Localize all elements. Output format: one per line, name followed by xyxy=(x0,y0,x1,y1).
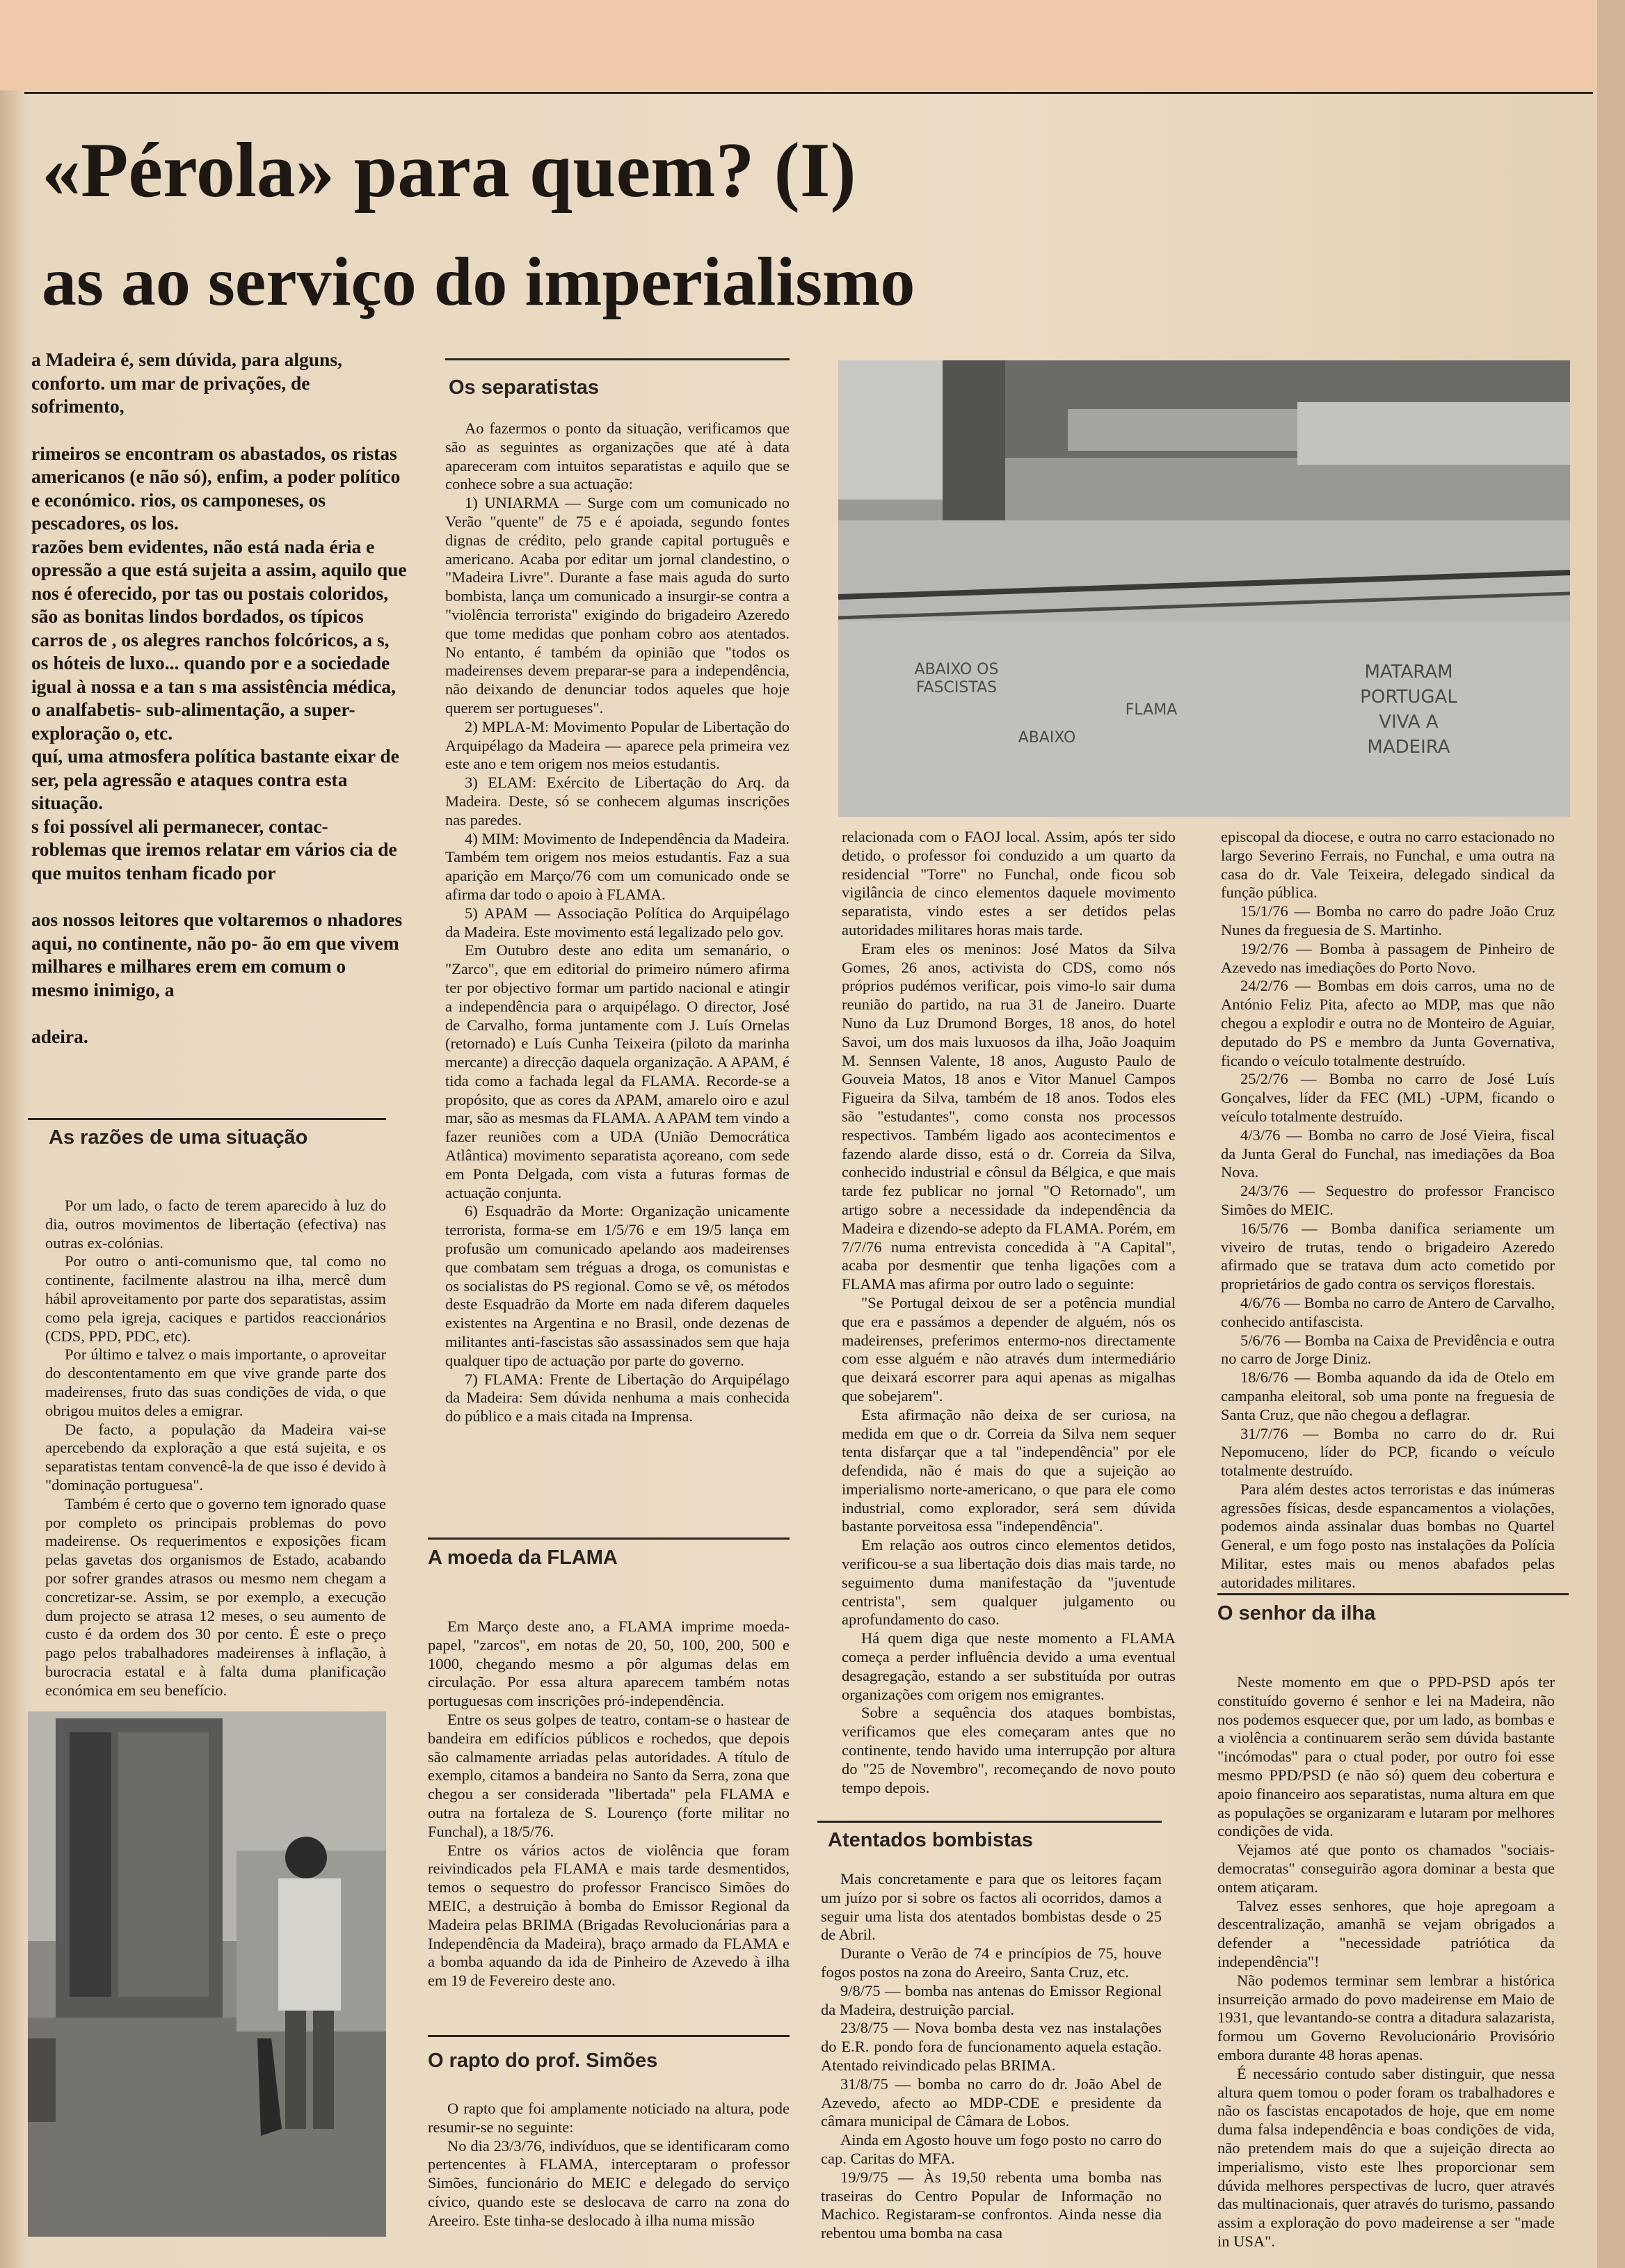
paragraph: Esta afirmação não deixa de ser curiosa, na medida em que o dr. Correia da Silva nem sequer tenta disfarçar que a tal "independência" por ele defendida, não é mais do que a sujeição ao imperialismo norte-americano, o que para ele como industrial, como explorador, será sem dúvida bastante porveitosa essa "independência". xyxy=(842,1405,1176,1535)
paragraph: 19/2/76 — Bomba à passagem de Pinheiro de Azevedo nas imediações do Porto Novo. xyxy=(1221,939,1555,976)
paragraph: Em Março deste ano, a FLAMA imprime moeda-papel, "zarcos", em notas de 20, 50, 100, 200, 500 e 1000, chegando mesmo a pôr algumas delas em circulação. Por essa altura aparecem também notas portuguesas com inscrições pró-independência. xyxy=(428,1618,790,1710)
graffiti-text-low: ABAIXO xyxy=(1018,729,1076,746)
paragraph: Por outro o anti-comunismo que, tal como no continente, facilmente alastrou na ilha, mercê dum hábil aproveitamento por parte dos separatistas, assim como pela igreja, caciques e partidos reaccionários (CDS, PPD, PDC, etc). xyxy=(45,1252,386,1345)
paragraph: 24/2/76 — Bombas em dois carros, uma no de António Feliz Pita, afecto ao MDP, mas que não chegou a explodir e outra no de Monteiro de Aguiar, deputado do PS e membro da Junta Governativa, ficando o veículo totalmente destruído. xyxy=(1221,977,1555,1069)
photo-man-image xyxy=(28,1711,386,2237)
paragraph: 9/8/75 — bomba nas antenas do Emissor Regional da Madeira, destruição parcial. xyxy=(821,1981,1162,2018)
paragraph: 31/8/75 — bomba no carro do dr. João Abel de Azevedo, afecto ao MDP-CDE e presidente da câmara municipal de Câmara de Lobos. xyxy=(821,2075,1162,2130)
paragraph: 18/6/76 — Bomba aquando da ida de Otelo em campanha eleitoral, sob uma ponte na freguesia de Santa Cruz, que não chegou a deflagrar. xyxy=(1221,1368,1555,1423)
paragraph: Em relação aos outros cinco elementos detidos, verificou-se a sua libertação dois dias mais tarde, no seguimento duma manifestação da "juventude centrista", sem qualquer julgamento ou aprofundamento do caso. xyxy=(842,1536,1176,1629)
section-rule xyxy=(817,1821,1162,1823)
headline-line2: as ao serviço do imperialismo xyxy=(42,243,915,320)
paragraph: episcopal da diocese, e outra no carro estacionado no largo Severino Ferrais, no Funchal, e uma outra na casa do dr. Vale Teixeira, delegado sindical da função pública. xyxy=(1221,828,1555,902)
lead-line: quí, uma atmosfera política bastante eixar de ser, pela agressão e ataques contra esta situação. xyxy=(31,745,399,813)
top-margin-band xyxy=(0,0,1625,90)
paragraph: 19/9/75 — Às 19,50 rebenta uma bomba nas traseiras do Centro Popular de Informação no Machico. Registaram-se confrontos. Ainda nesse dia rebentou uma bomba na casa xyxy=(821,2168,1162,2242)
lead-line: rimeiros se encontram os abastados, os ristas americanos (e não só), enfim, a poder político e económico. rios, os camponeses, os pescadores, os los. xyxy=(31,442,401,534)
section-title-razoes: As razões de uma situação xyxy=(49,1126,308,1149)
paragraph: No dia 23/3/76, indivíduos, que se identificaram como pertencentes à FLAMA, interceptaram o professor Simões, funcionário do MEIC e delegado do serviço cívico, quando este se deslocava de carro na zona do Areeiro. Este tinha-se deslocado à ilha numa missão xyxy=(428,2137,790,2229)
section-title-senhor: O senhor da ilha xyxy=(1217,1602,1376,1624)
paragraph: Vejamos até que ponto os chamados "sociais-democratas" conseguirão agora dominar a besta que ontem atiçaram. xyxy=(1217,1841,1555,1896)
paragraph: "Se Portugal deixou de ser a potência mundial que era e passámos a depender de alguém, nós os madeirenses, preferimos entermo-nos directamente com esse alguém e não através dum intermediário que deixará escorrer para aqui apenas as migalhas que sobejarem". xyxy=(842,1293,1176,1405)
paragraph: 1) UNIARMA — Surge com um comunicado no Verão "quente" de 75 e é apoiada, segundo fontes dignas de crédito, pelo grande capital português e americano. Acaba por editar um jornal clandestino, o "Madeira Livre". Durante a fase mais aguda do surto bombista, lança um comunicado a insurgir-se contra a "violência terrorista" exigindo do brigadeiro Azeredo que tome medidas que ponham cobro aos atentados. No entanto, é também da opinião que "todos os madeirenses devem preparar-se para a independência, não deixando de denunciar todos aqueles que hoje querem ser portugueses". xyxy=(445,494,790,717)
paragraph: Durante o Verão de 74 e princípios de 75, houve fogos postos na zona do Areeiro, Santa Cruz, etc. xyxy=(821,1944,1162,1981)
right-page-edge xyxy=(1597,0,1625,2268)
photo-building-graffiti xyxy=(838,360,1570,817)
paragraph: De facto, a população da Madeira vai-se apercebendo da exploração a que está sujeita, e os separatistas tentam convencê-la de que isso é devido à "dominação portuguesa". xyxy=(45,1420,386,1494)
paragraph: 6) Esquadrão da Morte: Organização unicamente terrorista, forma-se em 1/5/76 e em 19/5 lança em profusão um comunicado apelando aos madeirenses que combatam sem tréguas a droga, os comunistas e os socialistas do PS regional. Como se vê, os métodos deste Esquadrão da Morte em nada diferem daqueles existentes na Argentina e no Brasil, onde dezenas de militantes anti-fascistas são assassinados sem que haja qualquer tipo de actuação por parte do governo. xyxy=(445,1202,790,1369)
paragraph: O rapto que foi amplamente noticiado na altura, pode resumir-se no seguinte: xyxy=(428,2100,790,2136)
column-rapto xyxy=(428,2100,790,2230)
lead-paragraph xyxy=(31,348,407,1048)
paragraph: 7) FLAMA: Frente de Libertação do Arquipélago da Madeira: Sem dúvida nenhuma a mais conhecida do público e a mais citada na Imprensa. xyxy=(445,1370,790,1426)
paragraph: Ao fazermos o ponto da situação, verificamos que são as seguintes as organizações que até à data apareceram com intuitos separatistas e aquilo que se conhece sobre a sua actuação: xyxy=(445,420,790,493)
paragraph: Não podemos terminar sem lembrar a histórica insurreição armado do povo madeirense em Maio de 1931, que levantando-se contra a ditadura salazarista, formou um Governo Revolucionário Provisório embora durante 48 horas apenas. xyxy=(1217,1971,1555,2063)
paragraph: 5) APAM — Associação Política do Arquipélago da Madeira. Este movimento está legalizado pelo gov. xyxy=(445,904,790,941)
paragraph: Entre os vários actos de violência que foram reivindicados pela FLAMA e mais tarde desmentidos, temos o sequestro do professor Francisco Simões do MEIC, a destruição à bomba do Emissor Regional da Madeira pelas BRIMA (Brigadas Revolucionárias para a Independência da Madeira), braço armado da FLAMA e a bomba aquando da ida de Pinheiro de Azevedo à ilha em 19 de Fevereiro deste ano. xyxy=(428,1841,790,1990)
paragraph: 23/8/75 — Nova bomba desta vez nas instalações do E.R. pondo fora de funcionamento aquela estação. Atentado reivindicado pelas BRIMA. xyxy=(821,2019,1162,2074)
paragraph: Talvez esses senhores, que hoje apregoam a descentralização, amanhã se vejam obrigados a defender a "necessidade patriótica da independência"! xyxy=(1217,1896,1555,1970)
paragraph: 31/7/76 — Bomba no carro do dr. Rui Nepomuceno, líder do PCP, ficando o veículo totalmente destruído. xyxy=(1221,1424,1555,1480)
photo-man-with-shovel xyxy=(28,1711,386,2237)
paragraph: 3) ELAM: Exército de Libertação do Arq. da Madeira. Deste, só se conhecem algumas inscrições nas paredes. xyxy=(445,774,790,829)
section-rule xyxy=(428,2035,790,2037)
section-title-separatistas: Os separatistas xyxy=(449,376,600,399)
paragraph: Neste momento em que o PPD-PSD após ter constituído governo é senhor e lei na Madeira, não nos podemos esquecer que, por um lado, as bombas e a violência a continuarem serão sem dúvida bastante "incómodas" para o ctual poder, por outro foi esse mesmo PPD/PSD (e não só) quem deu cobertura e apoio financeiro aos separatistas, numa altura em que as populações se organizaram e lutaram por melhores condições de vida. xyxy=(1217,1673,1555,1840)
paragraph: Ainda em Agosto houve um fogo posto no carro do cap. Caritas do MFA. xyxy=(821,2131,1162,2167)
paragraph: 4) MIM: Movimento de Independência da Madeira. Também tem origem nos meios estudantis. Faz a sua aparição em Março/76 com um comunicado onde se afirma dar todo o apoio à FLAMA. xyxy=(445,829,790,903)
column-razoes xyxy=(45,1197,386,1700)
lead-line: razões bem evidentes, não está nada éria e opressão a que está sujeita a assim, aquilo que nos é oferecido, por tas ou postais coloridos, são as bonitas lindos bordados, os típicos carros de , os alegres ranchos folcóricos, a s, os hóteis de luxo... quando por e a sociedade igual à nossa e a tan s ma assistência médica, o analfabetis- sub-alimentação, a super-exploração o, etc. xyxy=(31,535,407,744)
graffiti-text-right: MATARAM PORTUGAL VIVA A MADEIRA xyxy=(1360,662,1457,758)
column-separatistas xyxy=(445,420,790,1426)
column-senhor xyxy=(1217,1673,1555,2251)
section-title-moeda: A moeda da FLAMA xyxy=(428,1547,618,1569)
paragraph: Mais concretamente e para que os leitores façam um juízo por si sobre os factos ali ocorridos, damos a seguir uma lista dos atentados bombistas desde o 25 de Abril. xyxy=(821,1870,1162,1944)
paragraph: 2) MPLA-M: Movimento Popular de Libertação do Arquipélago da Madeira — aparece pela primeira vez este ano e tem origem nos meios estudantis. xyxy=(445,717,790,773)
section-rule xyxy=(445,358,790,360)
lead-line: aos nossos leitores que voltaremos o nhadores aqui, no continente, não po- ão em que vivem milhares e milhares erem em comum o mesmo inimigo, a xyxy=(31,909,403,1000)
paragraph: 5/6/76 — Bomba na Caixa de Previdência e outra no carro de Jorge Diniz. xyxy=(1221,1331,1555,1368)
paragraph: Por último e talvez o mais importante, o aproveitar do descontentamento em que vive grande parte dos madeirenses, fruto das suas condições de vida, o que obrigou muitos deles a emigrar. xyxy=(45,1345,386,1419)
column-3-continuation xyxy=(842,828,1176,1797)
paragraph: Eram eles os meninos: José Matos da Silva Gomes, 26 anos, activista do CDS, como nós próprios pudémos verificar, pois vimo-lo sair duma reunião do partido, na rua 31 de Janeiro. Duarte Nuno da Luz Drumond Borges, 18 anos, do hotel Savoi, um dos mais luxuosos da ilha, João Joaquim M. Sennsen Valente, 18 anos, Augusto Paulo de Gouveia Matos, 18 anos e Vitor Manuel Campos Figueira da Silva, também de 18 anos. Todos eles são "estudantes", como consta nos processos respectivos. Também ligado aos acontecimentos e fazendo alarde disso, está o dr. Correia da Silva, conhecido industrial e cônsul da Bélgica, e que mais tarde fez publicar no jornal "O Retornado", um artigo sobre a necessidade da independência da Madeira e dizendo-se adepto da FLAMA. Porém, em 7/7/76 numa entrevista concedida à "A Capital", acaba por desmentir que tenha ligações com a FLAMA mas afirma por outro lado o seguinte: xyxy=(842,939,1176,1293)
paragraph: Por um lado, o facto de terem aparecido à luz do dia, outros movimentos de libertação (efectiva) nas outras ex-colónias. xyxy=(45,1197,386,1252)
column-moeda xyxy=(428,1618,790,1990)
paragraph: Em Outubro deste ano edita um semanário, o "Zarco", que em editorial do primeiro número afirma ter por objectivo formar um partido nacional e atingir a independência para o arquipélago. O director, José de Carvalho, forma juntamente com J. Luís Ornelas (retornado) e Luís Cunha Teixeira (piloto da marinha mercante) a direcção daquela organização. A APAM, é tida como a fachada legal da FLAMA. Recorde-se a propósito, que as cores da APAM, amarelo oiro e azul mar, são as mesmas da FLAMA. A APAM tem vindo a fazer reuniões com a UDA (União Democrática Atlântica) movimento separatista açoreano, com sede em Ponta Delgada, com vista a futuras formas de actuação conjunta. xyxy=(445,941,790,1201)
section-rule xyxy=(28,1118,386,1120)
section-rule xyxy=(428,1538,790,1540)
paragraph: 16/5/76 — Bomba danifica seriamente um viveiro de trutas, tendo o brigadeiro Azeredo afirmado que se tratava dum acto cometido por proprietários de gado contra os serviços florestais. xyxy=(1221,1219,1555,1293)
paragraph: Entre os seus golpes de teatro, contam-se o hastear de bandeira em edifícios públicos e rochedos, que depois são calmamente arriadas pelas autoridades. A título de exemplo, citamos a bandeira no Santo da Serra, zona que chegou a ser considerada "libertada" pela FLAMA e outra na fortaleza de S. Lourenço (forte militar no Funchal), a 18/5/76. xyxy=(428,1710,790,1840)
paragraph: Para além destes actos terroristas e das inúmeras agressões físicas, desde espancamentos a violações, podemos ainda assinalar duas bombas no Quartel General, e um fogo posto nas instalações da Polícia Militar, estes mais ou menos abafados pelas autoridades militares. xyxy=(1221,1480,1555,1591)
section-title-atentados: Atentados bombistas xyxy=(828,1829,1033,1851)
paragraph: 25/2/76 — Bomba no carro de José Luís Gonçalves, líder da FEC (ML) -UPM, ficando o veículo totalmente destruído. xyxy=(1221,1070,1555,1125)
lead-line: a Madeira é, sem dúvida, para alguns, conforto. um mar de privações, de sofrimento, xyxy=(31,349,342,417)
paragraph: Também é certo que o governo tem ignorado quase por completo os principais problemas do povo madeirense. Os requerimentos e exposições ficam pelas gavetas dos organismos de Estado, acabando por sofrer grandes atrasos ou mesmo nem chegam a concretizar-se. Assim, se por exemplo, a execução dum projecto se atrasa 12 meses, o seu aumento de custo é da ordem dos 30 por cento. É este o preço pago pelos trabalhadores madeirenses à inflação, à burocracia estatal e à falta duma planificação económica em seu benefício. xyxy=(45,1494,386,1699)
paragraph: 4/6/76 — Bomba no carro de Antero de Carvalho, conhecido antifascista. xyxy=(1221,1293,1555,1330)
lead-line: adeira. xyxy=(31,1025,88,1047)
graffiti-text-left: ABAIXO OS FASCISTAS xyxy=(914,661,999,696)
column-4-bomb-list xyxy=(1221,828,1555,1592)
graffiti-text-mid: FLAMA xyxy=(1125,701,1178,719)
paragraph: relacionada com o FAOJ local. Assim, após ter sido detido, o professor foi conduzido a um quarto da residencial "Torre" no Funchal, onde ficou sob vigilância de cinco elementos daquele movimento separatista, vindo estes a ser detidos pelas autoridades militares horas mais tarde. xyxy=(842,828,1176,939)
section-title-rapto: O rapto do prof. Simões xyxy=(428,2050,658,2072)
headline-line1: «Pérola» para quem? (I) xyxy=(42,127,856,214)
paragraph: Há quem diga que neste momento a FLAMA começa a perder influência devido a uma eventual desagregação, estando a ser substituída por outras organizações com origem nos emigrantes. xyxy=(842,1629,1176,1703)
section-rule xyxy=(1217,1593,1569,1595)
paragraph: É necessário contudo saber distinguir, que nessa altura quem tomou o poder foram os trabalhadores e não os fascistas encapotados de hoje, que em nome duma falsa independência e boas condições de vida, não pretendem mais do que a sujeição directa ao imperialismo, visto este lhes proporcionar sem dúvida melhores perspectivas de lucro, quer através das multinacionais, quer através do turismo, passando assim a exploração do povo madeirense a ser "made in USA". xyxy=(1217,2064,1555,2250)
paragraph: Sobre a sequência dos ataques bombistas, verificamos que eles começaram antes que no continente, tendo havido uma interrupção por altura do "25 de Novembro", recomeçando de novo pouto tempo depois. xyxy=(842,1704,1176,1796)
top-rule xyxy=(24,92,1593,94)
column-atentados xyxy=(821,1870,1162,2243)
lead-line: s foi possível ali permanecer, contac- roblemas que iremos relatar em vários cia de que muitos tenham ficado por xyxy=(31,815,397,884)
paragraph: 15/1/76 — Bomba no carro do padre João Cruz Nunes da freguesia de S. Martinho. xyxy=(1221,902,1555,939)
paragraph: 4/3/76 — Bomba no carro de José Vieira, fiscal da Junta Geral do Funchal, nas imediações da Boa Nova. xyxy=(1221,1126,1555,1181)
paragraph: 24/3/76 — Sequestro do professor Francisco Simões do MEIC. xyxy=(1221,1182,1555,1218)
